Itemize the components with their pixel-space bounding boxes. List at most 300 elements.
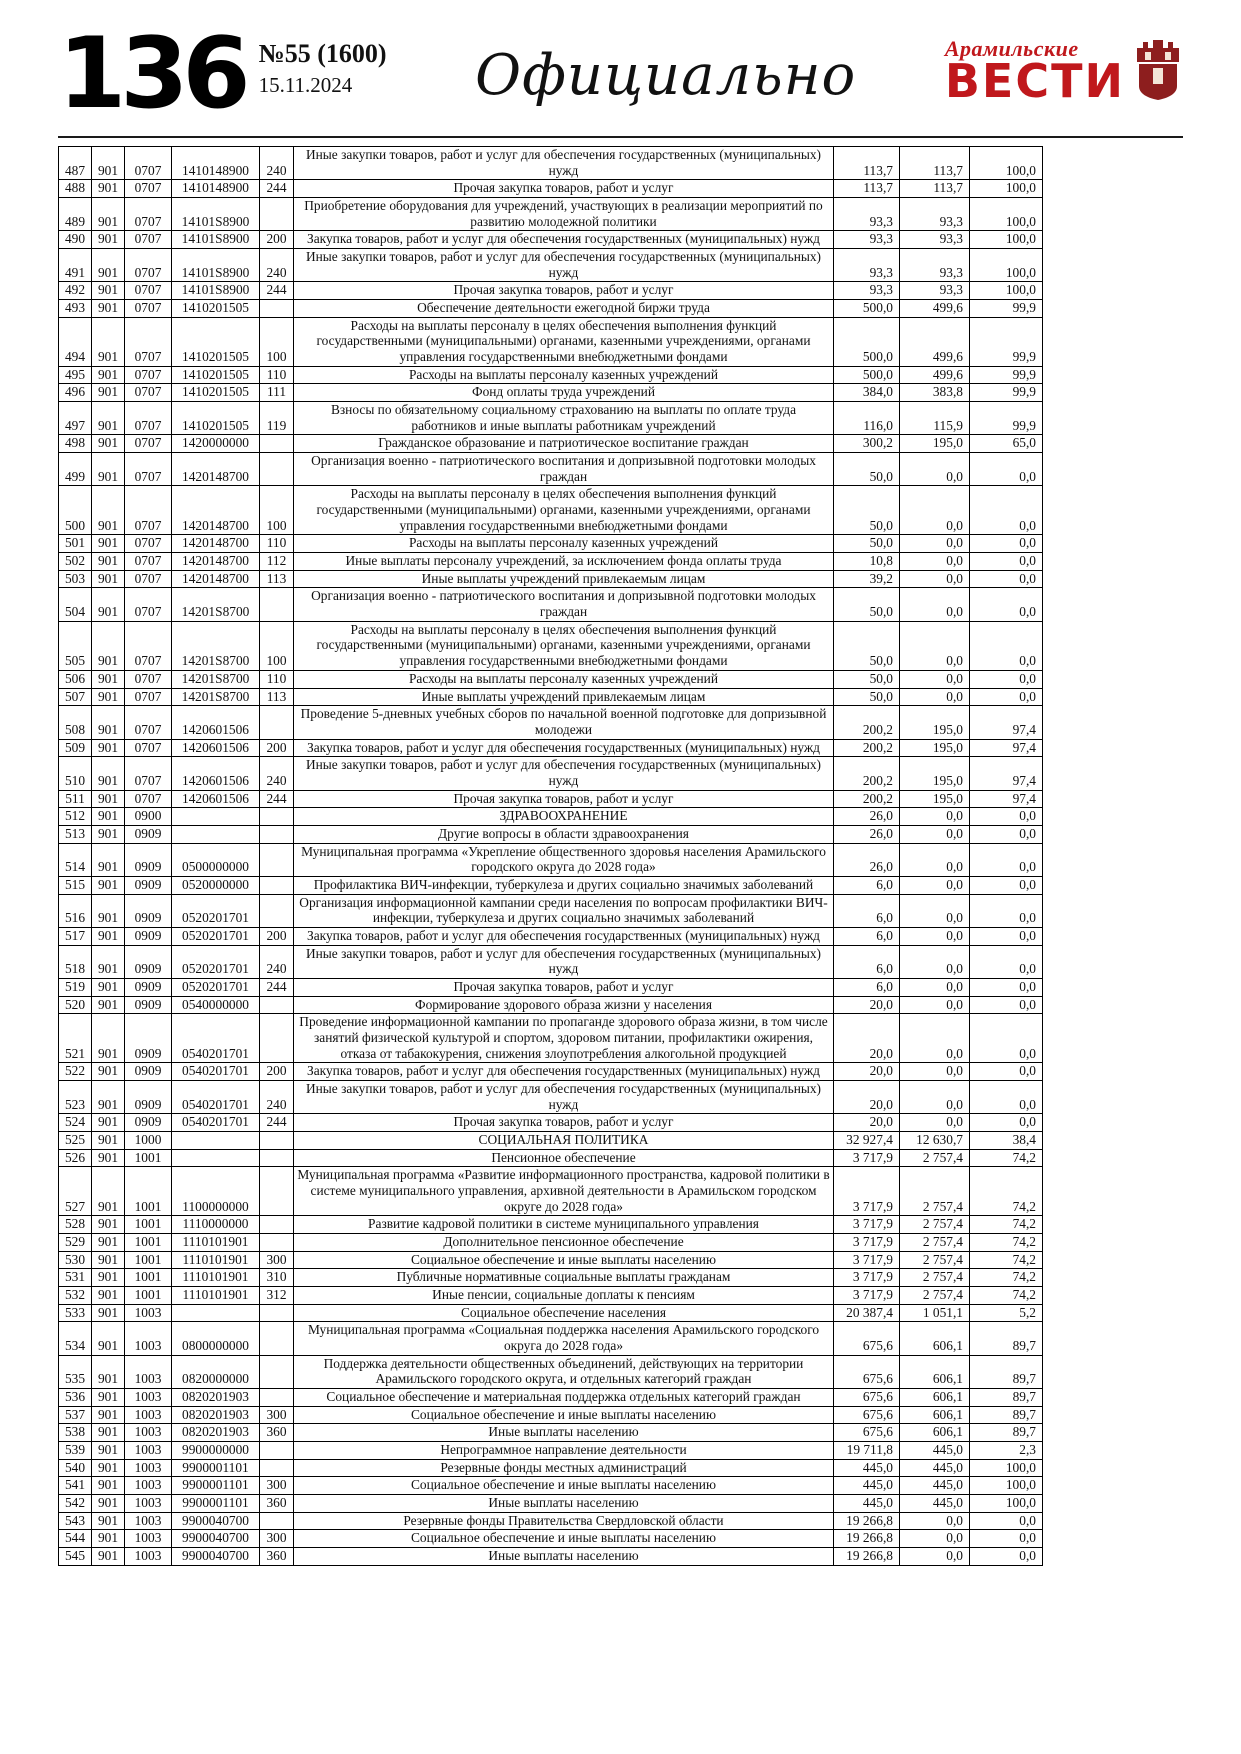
table-row <box>59 978 1043 996</box>
cell-percent: 89,7 <box>970 1424 1043 1442</box>
header-divider <box>58 136 1183 138</box>
cell-target-article: 9900001101 <box>172 1459 260 1477</box>
cell-vr: 240 <box>260 147 294 180</box>
cell-percent: 100,0 <box>970 231 1043 249</box>
cell-razdel: 0707 <box>125 688 172 706</box>
table-row <box>59 570 1043 588</box>
cell-expense-name: Проведение информационной кампании по пропаганде здорового образа жизни, в том числе занятий физической культурой и спортом, здоровом питании, профилактики ожирения, отказа от табакокурения, снижения злоупотребления алкогольной продукцией <box>294 1014 834 1063</box>
cell-plan: 113,7 <box>834 147 900 180</box>
cell-fact: 0,0 <box>900 945 970 978</box>
cell-plan: 113,7 <box>834 180 900 198</box>
cell-vr <box>260 1167 294 1216</box>
cell-fact: 195,0 <box>900 739 970 757</box>
cell-row-number: 529 <box>59 1234 92 1252</box>
cell-fact: 0,0 <box>900 670 970 688</box>
cell-grbs: 901 <box>92 688 125 706</box>
cell-razdel: 0707 <box>125 739 172 757</box>
table-row <box>59 706 1043 739</box>
cell-percent: 0,0 <box>970 588 1043 621</box>
table-row <box>59 894 1043 927</box>
cell-row-number: 518 <box>59 945 92 978</box>
cell-grbs: 901 <box>92 1389 125 1407</box>
cell-expense-name: Прочая закупка товаров, работ и услуг <box>294 282 834 300</box>
cell-row-number: 525 <box>59 1131 92 1149</box>
cell-expense-name: Социальное обеспечение населения <box>294 1304 834 1322</box>
cell-target-article: 1410201505 <box>172 384 260 402</box>
cell-fact: 195,0 <box>900 706 970 739</box>
cell-fact: 195,0 <box>900 435 970 453</box>
cell-row-number: 504 <box>59 588 92 621</box>
cell-vr: 119 <box>260 402 294 435</box>
cell-row-number: 524 <box>59 1114 92 1132</box>
cell-percent: 0,0 <box>970 570 1043 588</box>
cell-plan: 3 717,9 <box>834 1251 900 1269</box>
cell-plan: 6,0 <box>834 876 900 894</box>
cell-plan: 93,3 <box>834 198 900 231</box>
cell-percent: 100,0 <box>970 180 1043 198</box>
cell-fact: 0,0 <box>900 1548 970 1566</box>
cell-expense-name: Иные выплаты населению <box>294 1548 834 1566</box>
cell-expense-name: Прочая закупка товаров, работ и услуг <box>294 790 834 808</box>
table-row <box>59 1424 1043 1442</box>
cell-plan: 3 717,9 <box>834 1149 900 1167</box>
cell-expense-name: Иные закупки товаров, работ и услуг для обеспечения государственных (муниципальных) нужд <box>294 249 834 282</box>
table-row <box>59 147 1043 180</box>
cell-target-article: 0800000000 <box>172 1322 260 1355</box>
cell-grbs: 901 <box>92 180 125 198</box>
cell-target-article: 1420601506 <box>172 706 260 739</box>
table-row <box>59 876 1043 894</box>
page-number: 136 <box>58 17 245 131</box>
cell-razdel: 0707 <box>125 453 172 486</box>
cell-vr <box>260 453 294 486</box>
cell-row-number: 496 <box>59 384 92 402</box>
cell-target-article: 1420148700 <box>172 535 260 553</box>
cell-expense-name: Гражданское образование и патриотическое воспитание граждан <box>294 435 834 453</box>
cell-target-article: 0520201701 <box>172 945 260 978</box>
cell-grbs: 901 <box>92 843 125 876</box>
cell-target-article: 0820201903 <box>172 1406 260 1424</box>
cell-razdel: 1001 <box>125 1287 172 1305</box>
cell-plan: 3 717,9 <box>834 1269 900 1287</box>
table-row <box>59 945 1043 978</box>
cell-expense-name: Расходы на выплаты персоналу казенных учреждений <box>294 366 834 384</box>
cell-vr <box>260 300 294 318</box>
cell-target-article: 14101S8900 <box>172 282 260 300</box>
table-row <box>59 231 1043 249</box>
cell-expense-name: Социальное обеспечение и иные выплаты населению <box>294 1477 834 1495</box>
cell-percent: 74,2 <box>970 1287 1043 1305</box>
cell-razdel: 0909 <box>125 825 172 843</box>
cell-razdel: 0707 <box>125 180 172 198</box>
cell-vr <box>260 1512 294 1530</box>
cell-razdel: 0909 <box>125 1063 172 1081</box>
cell-expense-name: Непрограммное направление деятельности <box>294 1442 834 1460</box>
cell-expense-name: Фонд оплаты труда учреждений <box>294 384 834 402</box>
cell-vr <box>260 1131 294 1149</box>
table-row <box>59 1014 1043 1063</box>
cell-fact: 0,0 <box>900 535 970 553</box>
cell-vr: 240 <box>260 757 294 790</box>
cell-row-number: 531 <box>59 1269 92 1287</box>
cell-expense-name: Расходы на выплаты персоналу казенных учреждений <box>294 535 834 553</box>
cell-target-article: 1100000000 <box>172 1167 260 1216</box>
cell-row-number: 532 <box>59 1287 92 1305</box>
cell-vr <box>260 1322 294 1355</box>
cell-vr: 360 <box>260 1424 294 1442</box>
cell-vr: 300 <box>260 1251 294 1269</box>
cell-expense-name: Иные выплаты персоналу учреждений, за исключением фонда оплаты труда <box>294 553 834 571</box>
cell-plan: 6,0 <box>834 894 900 927</box>
cell-razdel: 1001 <box>125 1167 172 1216</box>
cell-plan: 50,0 <box>834 670 900 688</box>
cell-vr: 244 <box>260 1114 294 1132</box>
cell-row-number: 533 <box>59 1304 92 1322</box>
cell-vr: 100 <box>260 317 294 366</box>
cell-percent: 0,0 <box>970 553 1043 571</box>
cell-plan: 675,6 <box>834 1389 900 1407</box>
cell-target-article: 0540201701 <box>172 1063 260 1081</box>
table-row <box>59 1063 1043 1081</box>
cell-razdel: 1001 <box>125 1251 172 1269</box>
cell-vr <box>260 1149 294 1167</box>
cell-plan: 6,0 <box>834 927 900 945</box>
cell-razdel: 0707 <box>125 435 172 453</box>
cell-razdel: 1003 <box>125 1322 172 1355</box>
cell-target-article <box>172 808 260 826</box>
cell-expense-name: Закупка товаров, работ и услуг для обеспечения государственных (муниципальных) нужд <box>294 927 834 945</box>
cell-expense-name: ЗДРАВООХРАНЕНИЕ <box>294 808 834 826</box>
table-row <box>59 688 1043 706</box>
cell-expense-name: Другие вопросы в области здравоохранения <box>294 825 834 843</box>
cell-percent: 100,0 <box>970 1477 1043 1495</box>
cell-vr: 312 <box>260 1287 294 1305</box>
cell-row-number: 495 <box>59 366 92 384</box>
cell-plan: 384,0 <box>834 384 900 402</box>
cell-vr <box>260 1014 294 1063</box>
table-row <box>59 553 1043 571</box>
cell-plan: 200,2 <box>834 790 900 808</box>
cell-vr: 240 <box>260 945 294 978</box>
cell-razdel: 0707 <box>125 570 172 588</box>
cell-grbs: 901 <box>92 486 125 535</box>
cell-target-article: 0820201903 <box>172 1424 260 1442</box>
cell-razdel: 0707 <box>125 621 172 670</box>
cell-target-article: 9900040700 <box>172 1530 260 1548</box>
cell-vr <box>260 808 294 826</box>
cell-vr <box>260 1389 294 1407</box>
table-row <box>59 453 1043 486</box>
cell-row-number: 489 <box>59 198 92 231</box>
cell-plan: 116,0 <box>834 402 900 435</box>
cell-plan: 20,0 <box>834 1014 900 1063</box>
cell-plan: 20,0 <box>834 1063 900 1081</box>
table-row <box>59 317 1043 366</box>
cell-fact: 0,0 <box>900 453 970 486</box>
cell-grbs: 901 <box>92 1406 125 1424</box>
cell-target-article: 14201S8700 <box>172 670 260 688</box>
cell-plan: 93,3 <box>834 231 900 249</box>
cell-expense-name: Пенсионное обеспечение <box>294 1149 834 1167</box>
cell-grbs: 901 <box>92 927 125 945</box>
cell-plan: 200,2 <box>834 757 900 790</box>
cell-razdel: 0707 <box>125 317 172 366</box>
cell-row-number: 500 <box>59 486 92 535</box>
cell-fact: 2 757,4 <box>900 1251 970 1269</box>
cell-fact: 2 757,4 <box>900 1167 970 1216</box>
cell-plan: 500,0 <box>834 366 900 384</box>
cell-grbs: 901 <box>92 790 125 808</box>
cell-row-number: 513 <box>59 825 92 843</box>
cell-plan: 93,3 <box>834 249 900 282</box>
cell-percent: 0,0 <box>970 996 1043 1014</box>
cell-vr: 200 <box>260 927 294 945</box>
cell-row-number: 537 <box>59 1406 92 1424</box>
cell-percent: 89,7 <box>970 1406 1043 1424</box>
cell-target-article: 9900040700 <box>172 1548 260 1566</box>
cell-grbs: 901 <box>92 198 125 231</box>
cell-row-number: 530 <box>59 1251 92 1269</box>
table-row <box>59 621 1043 670</box>
cell-fact: 0,0 <box>900 570 970 588</box>
cell-fact: 0,0 <box>900 1114 970 1132</box>
cell-fact: 0,0 <box>900 1014 970 1063</box>
table-row <box>59 1406 1043 1424</box>
table-row <box>59 1234 1043 1252</box>
cell-expense-name: Расходы на выплаты персоналу в целях обеспечения выполнения функций государственными (муниципальными) органами, казенными учреждениями, органами управления государственными внебюджетными фондами <box>294 486 834 535</box>
cell-expense-name: Взносы по обязательному социальному страхованию на выплаты по оплате труда работников и иные выплаты работникам учреждений <box>294 402 834 435</box>
cell-grbs: 901 <box>92 996 125 1014</box>
cell-row-number: 507 <box>59 688 92 706</box>
masthead-left <box>58 17 387 131</box>
cell-fact: 0,0 <box>900 688 970 706</box>
cell-target-article: 1420601506 <box>172 757 260 790</box>
cell-fact: 445,0 <box>900 1442 970 1460</box>
cell-target-article: 0520201701 <box>172 927 260 945</box>
cell-row-number: 494 <box>59 317 92 366</box>
cell-grbs: 901 <box>92 1149 125 1167</box>
cell-fact: 0,0 <box>900 486 970 535</box>
cell-vr: 200 <box>260 1063 294 1081</box>
cell-vr <box>260 894 294 927</box>
cell-expense-name: Муниципальная программа «Развитие информационного пространства, кадровой политики в системе муниципального управления, архивной деятельности в Арамильском городском округе до 2028 года» <box>294 1167 834 1216</box>
cell-fact: 383,8 <box>900 384 970 402</box>
cell-vr: 244 <box>260 790 294 808</box>
cell-expense-name: Иные закупки товаров, работ и услуг для обеспечения государственных (муниципальных) нужд <box>294 945 834 978</box>
cell-target-article: 1420148700 <box>172 453 260 486</box>
cell-percent: 38,4 <box>970 1131 1043 1149</box>
cell-row-number: 498 <box>59 435 92 453</box>
cell-row-number: 536 <box>59 1389 92 1407</box>
cell-percent: 74,2 <box>970 1251 1043 1269</box>
cell-fact: 445,0 <box>900 1495 970 1513</box>
issue-date: 15.11.2024 <box>258 72 353 97</box>
cell-vr: 200 <box>260 739 294 757</box>
brand-name-top: Арамильские <box>944 36 1079 61</box>
cell-percent: 74,2 <box>970 1149 1043 1167</box>
cell-vr: 300 <box>260 1530 294 1548</box>
cell-razdel: 0707 <box>125 553 172 571</box>
cell-fact: 606,1 <box>900 1406 970 1424</box>
cell-razdel: 0909 <box>125 945 172 978</box>
cell-target-article: 1410201505 <box>172 300 260 318</box>
cell-percent: 0,0 <box>970 1063 1043 1081</box>
cell-fact: 2 757,4 <box>900 1216 970 1234</box>
cell-target-article: 1410148900 <box>172 180 260 198</box>
cell-target-article: 9900001101 <box>172 1495 260 1513</box>
cell-percent: 0,0 <box>970 945 1043 978</box>
cell-fact: 2 757,4 <box>900 1287 970 1305</box>
cell-target-article: 0820000000 <box>172 1355 260 1388</box>
cell-target-article: 1110101901 <box>172 1287 260 1305</box>
table-row <box>59 1287 1043 1305</box>
cell-fact: 606,1 <box>900 1424 970 1442</box>
cell-row-number: 543 <box>59 1512 92 1530</box>
cell-expense-name: Публичные нормативные социальные выплаты гражданам <box>294 1269 834 1287</box>
cell-expense-name: Резервные фонды Правительства Свердловской области <box>294 1512 834 1530</box>
cell-row-number: 527 <box>59 1167 92 1216</box>
table-row <box>59 435 1043 453</box>
cell-vr <box>260 706 294 739</box>
cell-razdel: 1000 <box>125 1131 172 1149</box>
cell-target-article: 0820201903 <box>172 1389 260 1407</box>
cell-vr <box>260 876 294 894</box>
cell-percent: 65,0 <box>970 435 1043 453</box>
cell-razdel: 0900 <box>125 808 172 826</box>
cell-row-number: 499 <box>59 453 92 486</box>
cell-percent: 0,0 <box>970 453 1043 486</box>
cell-row-number: 538 <box>59 1424 92 1442</box>
cell-target-article <box>172 825 260 843</box>
cell-percent: 97,4 <box>970 790 1043 808</box>
cell-target-article: 14201S8700 <box>172 621 260 670</box>
cell-grbs: 901 <box>92 553 125 571</box>
cell-grbs: 901 <box>92 1216 125 1234</box>
cell-plan: 20 387,4 <box>834 1304 900 1322</box>
cell-plan: 26,0 <box>834 808 900 826</box>
cell-target-article: 0540201701 <box>172 1080 260 1113</box>
cell-expense-name: Социальное обеспечение и материальная поддержка отдельных категорий граждан <box>294 1389 834 1407</box>
cell-target-article: 0540000000 <box>172 996 260 1014</box>
cell-row-number: 502 <box>59 553 92 571</box>
cell-fact: 606,1 <box>900 1389 970 1407</box>
cell-row-number: 510 <box>59 757 92 790</box>
cell-plan: 675,6 <box>834 1322 900 1355</box>
cell-percent: 0,0 <box>970 1014 1043 1063</box>
cell-expense-name: Социальное обеспечение и иные выплаты населению <box>294 1530 834 1548</box>
cell-target-article: 14201S8700 <box>172 688 260 706</box>
cell-fact: 12 630,7 <box>900 1131 970 1149</box>
cell-fact: 0,0 <box>900 808 970 826</box>
cell-percent: 100,0 <box>970 147 1043 180</box>
cell-grbs: 901 <box>92 1442 125 1460</box>
cell-vr: 244 <box>260 282 294 300</box>
cell-grbs: 901 <box>92 739 125 757</box>
cell-expense-name: Муниципальная программа «Укрепление общественного здоровья населения Арамильского городского округа до 2028 года» <box>294 843 834 876</box>
cell-row-number: 541 <box>59 1477 92 1495</box>
cell-fact: 0,0 <box>900 978 970 996</box>
cell-grbs: 901 <box>92 1251 125 1269</box>
cell-razdel: 1001 <box>125 1269 172 1287</box>
cell-razdel: 1003 <box>125 1355 172 1388</box>
cell-grbs: 901 <box>92 945 125 978</box>
cell-row-number: 517 <box>59 927 92 945</box>
cell-expense-name: Расходы на выплаты персоналу казенных учреждений <box>294 670 834 688</box>
table-row <box>59 808 1043 826</box>
cell-razdel: 1003 <box>125 1442 172 1460</box>
cell-grbs: 901 <box>92 402 125 435</box>
cell-plan: 200,2 <box>834 739 900 757</box>
cell-expense-name: Прочая закупка товаров, работ и услуг <box>294 180 834 198</box>
cell-fact: 606,1 <box>900 1355 970 1388</box>
cell-plan: 19 266,8 <box>834 1530 900 1548</box>
cell-percent: 0,0 <box>970 843 1043 876</box>
cell-grbs: 901 <box>92 1459 125 1477</box>
cell-target-article: 1420601506 <box>172 739 260 757</box>
cell-razdel: 0707 <box>125 231 172 249</box>
cell-plan: 3 717,9 <box>834 1167 900 1216</box>
cell-vr <box>260 1355 294 1388</box>
cell-row-number: 509 <box>59 739 92 757</box>
cell-grbs: 901 <box>92 1131 125 1149</box>
cell-target-article: 1420000000 <box>172 435 260 453</box>
cell-vr: 300 <box>260 1477 294 1495</box>
cell-expense-name: Закупка товаров, работ и услуг для обеспечения государственных (муниципальных) нужд <box>294 1063 834 1081</box>
cell-percent: 0,0 <box>970 876 1043 894</box>
cell-razdel: 0909 <box>125 978 172 996</box>
cell-grbs: 901 <box>92 876 125 894</box>
newspaper-brand <box>945 38 1181 107</box>
cell-expense-name: Профилактика ВИЧ-инфекции, туберкулеза и других социально значимых заболеваний <box>294 876 834 894</box>
table-row <box>59 1495 1043 1513</box>
issue-number: №55 (1600) <box>258 39 387 68</box>
cell-expense-name: Прочая закупка товаров, работ и услуг <box>294 1114 834 1132</box>
cell-expense-name: Обеспечение деятельности ежегодной биржи труда <box>294 300 834 318</box>
cell-expense-name: Поддержка деятельности общественных объединений, действующих на территории Арамильского городского округа, и отдельных категорий граждан <box>294 1355 834 1388</box>
cell-plan: 26,0 <box>834 825 900 843</box>
cell-razdel: 0909 <box>125 1114 172 1132</box>
cell-row-number: 539 <box>59 1442 92 1460</box>
cell-razdel: 1003 <box>125 1304 172 1322</box>
cell-row-number: 492 <box>59 282 92 300</box>
cell-grbs: 901 <box>92 1512 125 1530</box>
cell-expense-name: СОЦИАЛЬНАЯ ПОЛИТИКА <box>294 1131 834 1149</box>
table-row <box>59 1512 1043 1530</box>
cell-razdel: 0707 <box>125 300 172 318</box>
cell-grbs: 901 <box>92 978 125 996</box>
cell-target-article: 0540201701 <box>172 1014 260 1063</box>
table-row <box>59 1530 1043 1548</box>
cell-row-number: 491 <box>59 249 92 282</box>
cell-fact: 2 757,4 <box>900 1269 970 1287</box>
cell-plan: 445,0 <box>834 1477 900 1495</box>
cell-target-article: 0500000000 <box>172 843 260 876</box>
cell-razdel: 0707 <box>125 535 172 553</box>
cell-target-article: 9900040700 <box>172 1512 260 1530</box>
cell-vr: 110 <box>260 366 294 384</box>
cell-plan: 50,0 <box>834 688 900 706</box>
cell-percent: 97,4 <box>970 706 1043 739</box>
cell-vr: 240 <box>260 249 294 282</box>
cell-target-article: 14101S8900 <box>172 231 260 249</box>
table-row <box>59 486 1043 535</box>
cell-razdel: 1003 <box>125 1495 172 1513</box>
table-row <box>59 825 1043 843</box>
cell-razdel: 0909 <box>125 876 172 894</box>
cell-grbs: 901 <box>92 1530 125 1548</box>
cell-grbs: 901 <box>92 1322 125 1355</box>
cell-target-article: 1420601506 <box>172 790 260 808</box>
